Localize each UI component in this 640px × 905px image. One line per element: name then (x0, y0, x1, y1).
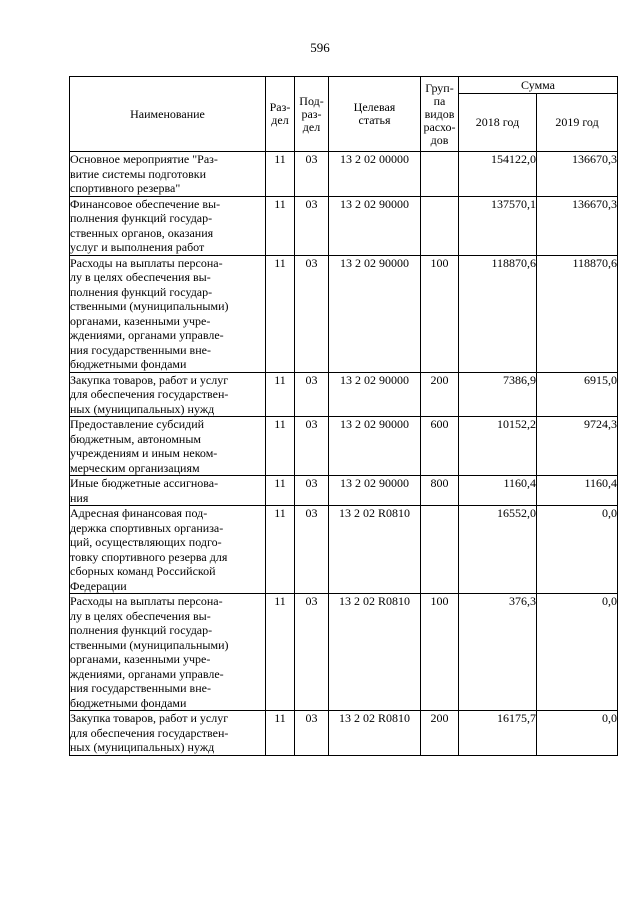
table-row (70, 711, 618, 756)
cell-name: Расходы на выплаты персона- лу в целях обеспечения вы- полнения функций государ- ственными (муниципальными) органами, казенными учре- ждениями, органами управле- ния государственными вне- бюджетными фондами (70, 255, 266, 372)
cell-name: Иные бюджетные ассигнова- ния (70, 476, 266, 506)
cell-section: 11 (266, 417, 295, 476)
cell-group (421, 506, 459, 594)
cell-subsection: 03 (295, 711, 329, 756)
table-row (70, 594, 618, 711)
cell-group: 200 (421, 711, 459, 756)
cell-2018: 16175,7 (459, 711, 537, 756)
cell-name: Закупка товаров, работ и услуг для обеспечения государствен- ных (муниципальных) нужд (70, 711, 266, 756)
cell-name: Предоставление субсидий бюджетным, автономным учреждениям и иным неком- мерческим организациям (70, 417, 266, 476)
cell-2018: 1160,4 (459, 476, 537, 506)
cell-section: 11 (266, 255, 295, 372)
cell-target: 13 2 02 90000 (329, 417, 421, 476)
cell-name: Финансовое обеспечение вы- полнения функций государ- ственных органов, оказания услуг и выполнения работ (70, 196, 266, 255)
cell-2018: 10152,2 (459, 417, 537, 476)
cell-subsection: 03 (295, 476, 329, 506)
cell-target: 13 2 02 90000 (329, 196, 421, 255)
cell-subsection: 03 (295, 255, 329, 372)
cell-target: 13 2 02 90000 (329, 372, 421, 417)
table-row (70, 372, 618, 417)
cell-2018: 376,3 (459, 594, 537, 711)
cell-subsection: 03 (295, 594, 329, 711)
cell-section: 11 (266, 152, 295, 197)
table-header (70, 77, 618, 152)
cell-2018: 118870,6 (459, 255, 537, 372)
cell-2019: 0,0 (537, 711, 618, 756)
table-row (70, 255, 618, 372)
cell-2019: 136670,3 (537, 152, 618, 197)
cell-subsection: 03 (295, 506, 329, 594)
cell-group (421, 152, 459, 197)
cell-group: 600 (421, 417, 459, 476)
table-row (70, 476, 618, 506)
header-name: Наименование (70, 77, 266, 152)
cell-2018: 137570,1 (459, 196, 537, 255)
header-section: Раз- дел (266, 77, 295, 152)
cell-subsection: 03 (295, 372, 329, 417)
cell-2018: 154122,0 (459, 152, 537, 197)
cell-2019: 136670,3 (537, 196, 618, 255)
cell-2019: 0,0 (537, 506, 618, 594)
cell-group (421, 196, 459, 255)
table-row (70, 152, 618, 197)
cell-target: 13 2 02 R0810 (329, 711, 421, 756)
cell-group: 100 (421, 594, 459, 711)
header-sum: Сумма (459, 77, 618, 94)
table-row (70, 196, 618, 255)
page-number: 596 (310, 40, 330, 55)
cell-group: 100 (421, 255, 459, 372)
cell-2019: 9724,3 (537, 417, 618, 476)
cell-name: Адресная финансовая под- держка спортивных организа- ций, осуществляющих подго- товку спортивного резерва для сборных команд Российской Федерации (70, 506, 266, 594)
cell-name: Расходы на выплаты персона- лу в целях обеспечения вы- полнения функций государ- ственными (муниципальными) органами, казенными учре- ждениями, органами управле- ния государственными вне- бюджетными фондами (70, 594, 266, 711)
table-body (70, 152, 618, 756)
header-subsection: Под- раз- дел (295, 77, 329, 152)
header-year-2018: 2018 год (459, 94, 537, 152)
header-group: Груп- па видов расхо- дов (421, 77, 459, 152)
cell-section: 11 (266, 711, 295, 756)
cell-2018: 16552,0 (459, 506, 537, 594)
cell-group: 200 (421, 372, 459, 417)
header-year-2019: 2019 год (537, 94, 618, 152)
cell-target: 13 2 02 00000 (329, 152, 421, 197)
cell-section: 11 (266, 372, 295, 417)
cell-target: 13 2 02 R0810 (329, 594, 421, 711)
cell-subsection: 03 (295, 196, 329, 255)
cell-name: Закупка товаров, работ и услуг для обеспечения государствен- ных (муниципальных) нужд (70, 372, 266, 417)
cell-2019: 118870,6 (537, 255, 618, 372)
cell-2019: 6915,0 (537, 372, 618, 417)
table-row (70, 506, 618, 594)
cell-target: 13 2 02 90000 (329, 255, 421, 372)
cell-section: 11 (266, 594, 295, 711)
cell-name: Основное мероприятие "Раз- витие системы подготовки спортивного резерва" (70, 152, 266, 197)
cell-2018: 7386,9 (459, 372, 537, 417)
header-target: Целевая статья (329, 77, 421, 152)
table-row (70, 417, 618, 476)
cell-subsection: 03 (295, 152, 329, 197)
cell-section: 11 (266, 476, 295, 506)
cell-2019: 1160,4 (537, 476, 618, 506)
cell-section: 11 (266, 196, 295, 255)
cell-2019: 0,0 (537, 594, 618, 711)
cell-group: 800 (421, 476, 459, 506)
cell-target: 13 2 02 90000 (329, 476, 421, 506)
budget-table (69, 76, 618, 756)
cell-section: 11 (266, 506, 295, 594)
cell-target: 13 2 02 R0810 (329, 506, 421, 594)
cell-subsection: 03 (295, 417, 329, 476)
